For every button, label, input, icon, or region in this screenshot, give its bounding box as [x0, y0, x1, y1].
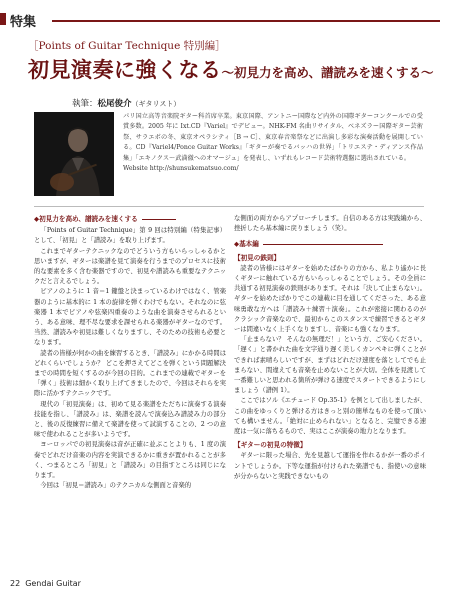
author-photo	[34, 112, 114, 196]
paragraph: な側面の両方からアプローチします。自信のある方は実践編から、挫折したら基本編に戻りましょう（笑）。	[234, 215, 426, 233]
bio-text: パリ国立高等音楽院ギター科首席卒業。東京国際、アントニー国際など内外の国際ギターコンクールでの受賞多数。2005 年に Ixt.CD『Variel』でデビュー。NHK-FM 名曲リサイタル、ベネズラー国際ギター芸術祭、サラエボの冬、東京オペラシティ［B → C］、東京春音楽祭などに出演し多彩な演奏活動を展開している。CD『Variel4/Ponce Guitar Works』「ギターが奏でるバッハの世界」「トリエステ・ディアンス作品集」「エキノクス～武満徹へのオマージュ」を発表し、いずれもレコード芸術特選盤に選出されている。	[123, 113, 423, 162]
page-footer	[10, 579, 81, 588]
left-column	[34, 214, 226, 491]
paragraph: ここではソル《エチュード Op.35-1》を例として出しましたが、この曲をゆっくりと弾ける方はきっと別の簡単なものを使って頂いても構いません。「絶対に止められない」となると、完璧できる速度は一気に落ちるもので、実はここが演奏の地力となります。	[234, 397, 426, 436]
subheading-guitar: 【ギターの初見の特徴】	[234, 441, 307, 450]
paragraph: 今回は「初見＝譜読み」のテクニカルな側面と音楽的	[40, 482, 192, 490]
paragraph: 読者の皆様にはギターを始めたばかりの方から、私より遙かに長くギターに触れている方もいらっしゃることでしょう。その全員に共通する初見演奏の鉄則があります。それは「決して止まらない」。ギターを始めたばかりでこの連載に目を通してくださった、ある意味勇敢な方へは「譜読み＋練習＋演奏」。これが密接に関わるのがクラシック音楽なので、最初からこのスタンスで練習できるとギターは間違いなく上手くなりますし、音楽にも強くなります。	[234, 264, 426, 334]
title-sub: ～初見力を高め、譜読みを速くする～	[221, 65, 434, 80]
section-label: 特集	[10, 15, 37, 30]
header-rule	[52, 20, 440, 22]
section-heading-text: ◆基本編	[234, 240, 259, 249]
paragraph: これまでギターテクニックなのでどういう方もいらっしゃるかと思いますが、ギターは楽譜を見て演奏を行うまでのプロセスに技術的な要素を多く含む楽器ですので、初見や譜読みも重要なテクニックだと言えるでしょう。	[34, 247, 226, 286]
bio-divider	[34, 206, 424, 207]
paragraph: ギターに限った場合、先を見越して運指を作れるかが一番のポイントでしょうか。下等な運指が付けられた楽譜でも、指使いの意味が分からないと実践できないもの	[234, 452, 426, 480]
section-heading-initial	[34, 214, 226, 224]
article-title	[28, 54, 434, 84]
author-role: （ギタリスト）	[131, 100, 181, 108]
author-prefix: 執筆：	[72, 99, 98, 109]
subheading-rule: 【初見の鉄則】	[234, 253, 281, 262]
paragraph: 「Points of Guitar Technique」第 9 回は特別編（特集記事）として、「初見」と「譜読み」を取り上げます。	[34, 227, 226, 245]
heading-rule	[263, 244, 383, 245]
author-name: 松尾俊介	[97, 99, 132, 109]
section-heading-text: ◆初見力を高め、譜読みを速くする	[34, 215, 138, 223]
title-main: 初見演奏に強くなる	[28, 57, 222, 82]
header-mark	[0, 13, 6, 25]
author-website: Website http://shunsukematsuo.com/	[123, 165, 239, 173]
feature-header	[0, 12, 458, 30]
paragraph: ピアノのように 1 音＝1 鍵盤と決まっているわけではなく、管楽器のように基本的に 1 本の旋律を弾くわけでもない。それなのに弦楽器 1 本でピアノや弦楽四重奏のような曲を演奏させられるという、ある意味、理不尽な要求を課せられる楽器がギターなのです。当然、譜読みや初見は難しくなりますし、そのための技術も必要となります。	[34, 288, 226, 347]
paragraph: 現代の「初見演奏」は、初めて見る楽譜をただちに演奏する演奏技能を指し、「譜読み」は、楽譜を読んで演奏込み譜読み力の部分と、後の反復練習に備えて楽譜を使って試演することの、2 つの意味で使われることが多いようです。	[34, 400, 226, 439]
paragraph: 読者の皆様が何かの曲を練習するとき、「譜読み」にかかる時間はどれくらいでしょうか？ どこを押さえてどこを弾くという問題解決までの時間を短くするのが今回の目的。これまでの連載でギターを「弾く」技術は細かく取り上げてきましたので、今回はそれらを実際に活かすテクニックです。	[34, 349, 226, 398]
magazine-name: Gendai Guitar	[25, 579, 81, 588]
author-bio	[123, 112, 423, 174]
series-subtitle: ［Points of Guitar Technique 特別編］	[28, 40, 226, 52]
author-line	[72, 97, 180, 109]
right-column	[234, 214, 426, 482]
paragraph: ヨーロッパでの初見演奏は音が正確に並ぶことよりも、1 度の演奏でどれだけ音楽の内容を実演できるかに重きが置かれることが多く、つまるところ「初見」と「譜読み」の目指すところは同じになります。	[34, 441, 226, 480]
section-heading-basic	[234, 239, 426, 249]
paragraph: 「止まらない？ そんなの無理だ！」という方、ご安心ください。「遅く」と書かれた曲を文字通り遅く美しくカンペキに弾くことができれば素晴らしいですが、まずはどれだけ速度を落としてでも止まらない、間違えても音楽を止めないことが大切。全体を見渡して一番難しいと思われる箇所が弾ける速度でスタートできるようにしましょう（譜例 1）。	[234, 336, 426, 395]
heading-rule	[142, 219, 176, 220]
page-number: 22	[10, 579, 21, 588]
